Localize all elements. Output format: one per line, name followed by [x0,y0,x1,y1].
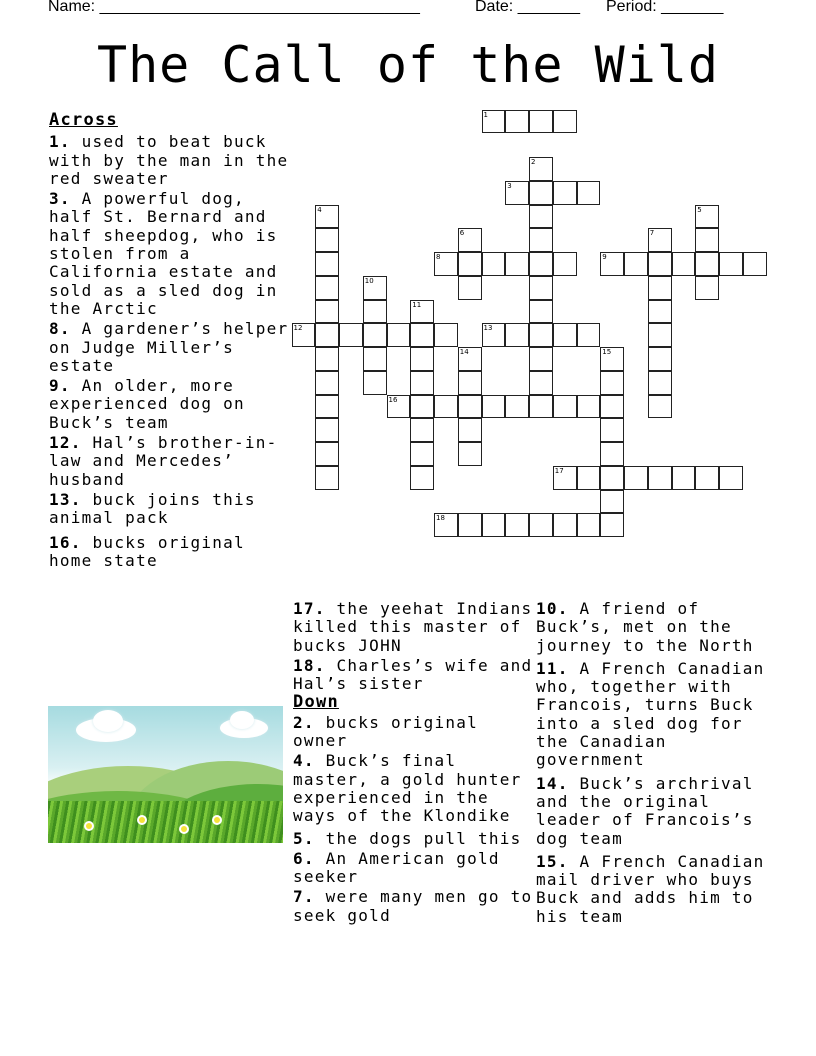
grid-cell[interactable] [387,323,411,347]
grid-cell[interactable] [434,513,458,537]
clue-across-12 [49,434,289,489]
grid-cell[interactable] [529,300,553,324]
grid-cell[interactable] [600,513,624,537]
clue-down-11 [536,660,776,770]
grid-cell[interactable] [505,110,529,134]
clue-across-3 [49,190,289,318]
grid-cell[interactable] [695,276,719,300]
grid-cell[interactable] [482,323,506,347]
grid-cell[interactable] [387,395,411,419]
clue-number: 8. [49,319,71,339]
grid-cell[interactable] [363,300,387,324]
flower-shape [139,817,145,823]
flower-shape [181,826,187,832]
clue-across-16 [49,534,289,571]
cell-number: 4 [317,205,322,214]
grid-cell[interactable] [505,513,529,537]
grid-cell[interactable] [505,181,529,205]
cell-number: 13 [483,324,493,333]
grid-cell[interactable] [529,276,553,300]
cell-number: 11 [412,300,422,309]
clue-text: used to beat buck with by the man in the red sweater [49,132,289,188]
name-field-label: Name: ____________________________________ [48,0,420,15]
clue-number: 11. [536,658,569,678]
grid-cell[interactable] [648,300,672,324]
meadow-landscape-illustration [48,706,283,843]
clue-text: were many men go to seek gold [293,887,533,925]
grid-cell[interactable] [315,442,339,466]
clue-down-4 [293,752,533,825]
grid-cell[interactable] [529,252,553,276]
grid-cell[interactable] [577,513,601,537]
clue-down-10 [536,600,776,655]
clue-across-8 [49,320,289,375]
cloud-shape [93,710,123,732]
clue-number: 18. [293,655,326,675]
clue-across-13 [49,491,289,528]
grid-cell[interactable] [315,228,339,252]
grid-cell[interactable] [695,228,719,252]
grid-cell[interactable] [410,442,434,466]
clue-down-14 [536,775,776,848]
grid-cell[interactable] [410,347,434,371]
clue-text: A French Canadian who, together with Francois, turns Buck into a sled dog for the Canadian government [536,658,765,770]
grid-cell[interactable] [458,513,482,537]
cell-number: 2 [531,158,536,166]
grid-cell[interactable] [600,371,624,395]
grid-cell[interactable] [434,252,458,276]
cell-number: 18 [436,514,445,523]
grid-cell[interactable] [553,323,577,347]
grid-cell[interactable] [648,395,672,419]
clue-down-6 [293,850,533,887]
clue-number: 12. [49,433,82,453]
grid-cell[interactable] [529,371,553,395]
grid-cell[interactable] [410,395,434,419]
grid-cell[interactable] [363,347,387,371]
grid-cell[interactable] [458,228,482,252]
clue-number: 6. [293,848,315,868]
grid-cell[interactable] [458,276,482,300]
grid-cell[interactable] [648,466,672,490]
clue-text: An American gold seeker [293,848,500,887]
grass-foreground [48,801,283,843]
grid-cell[interactable] [529,228,553,252]
cell-number: 16 [388,395,398,404]
clue-number: 14. [536,773,569,793]
grid-cell[interactable] [315,466,339,490]
clue-number: 2. [293,712,315,732]
grid-cell[interactable] [434,395,458,419]
grid-cell[interactable] [410,300,434,324]
grid-cell[interactable] [505,323,529,347]
grid-cell[interactable] [624,466,648,490]
grid-cell[interactable] [315,300,339,324]
flower-shape [86,823,92,829]
grid-cell[interactable] [458,371,482,395]
grid-cell[interactable] [482,395,506,419]
date-field-label: Date: _______ [475,0,580,15]
cell-number: 1 [483,110,488,119]
grid-cell[interactable] [505,252,529,276]
grid-cell[interactable] [529,323,553,347]
grid-cell[interactable] [600,466,624,490]
clue-text: the dogs pull this [325,828,522,848]
page-title: The Call of the Wild [96,36,720,94]
clue-down-15 [536,853,776,926]
cell-number: 10 [364,276,374,285]
grid-cell[interactable] [529,395,553,419]
grid-cell[interactable] [672,252,696,276]
middle-clues-column [293,600,533,927]
grid-cell[interactable] [600,347,624,371]
right-clues-column [536,600,776,928]
clue-number: 4. [293,751,315,771]
clue-text: Buck’s archrival and the original leader of Francois’s dog team [536,773,754,848]
clue-text: buck joins this animal pack [49,489,256,528]
grid-cell[interactable] [577,466,601,490]
cell-number: 5 [697,205,702,214]
grid-cell[interactable] [434,323,458,347]
grid-cell[interactable] [505,395,529,419]
clue-across-17 [293,600,533,655]
grid-cell[interactable] [410,371,434,395]
grid-cell[interactable] [363,323,387,347]
grid-cell[interactable] [458,252,482,276]
cell-number: 6 [459,229,465,238]
clue-text: bucks original home state [49,532,245,570]
grid-cell[interactable] [743,252,767,276]
grid-cell[interactable] [648,276,672,300]
grid-cell[interactable] [553,395,577,419]
clue-number: 7. [293,887,315,907]
grid-cell[interactable] [410,466,434,490]
cell-number: 9 [602,253,607,261]
grid-cell[interactable] [577,181,601,205]
clue-across-1 [49,133,289,188]
clue-text: bucks original owner [293,712,479,751]
grid-cell[interactable] [577,395,601,419]
grid-cell[interactable] [648,347,672,371]
grid-cell[interactable] [315,276,339,300]
grid-cell[interactable] [719,252,743,276]
grid-cell[interactable] [363,276,387,300]
across-heading: Across [49,110,118,130]
grid-cell[interactable] [600,442,624,466]
grid-cell[interactable] [339,323,363,347]
clue-number: 5. [293,828,315,848]
clue-text: Hal’s brother-in-law and Mercedes’ husband [49,433,278,489]
grid-cell[interactable] [315,323,339,347]
clue-number: 13. [49,489,82,509]
grid-cell[interactable] [553,110,577,134]
grid-cell[interactable] [482,513,506,537]
clue-text: A French Canadian mail driver who buys Buck and adds him to his team [536,851,765,926]
grid-cell[interactable] [553,513,577,537]
clue-number: 3. [49,189,71,209]
grid-cell[interactable] [695,205,719,229]
grid-cell[interactable] [410,418,434,442]
clue-text: A gardener’s helper on Judge Miller’s estate [49,319,289,375]
grid-cell[interactable] [315,252,339,276]
down-heading: Down [293,692,339,713]
grid-cell[interactable] [410,323,434,347]
clue-across-9 [49,377,289,432]
cell-number: 7 [649,229,655,238]
grid-cell[interactable] [315,418,339,442]
cloud-shape [230,711,254,729]
clue-number: 1. [49,132,71,152]
clue-number: 15. [536,851,569,871]
grid-cell[interactable] [600,395,624,419]
grid-cell[interactable] [624,252,648,276]
grid-cell[interactable] [648,323,672,347]
grid-cell[interactable] [458,347,482,371]
clue-text: the yeehat Indians killed this master of bucks JOHN [293,599,533,655]
clue-text: Buck’s final master, a gold hunter experienced in the ways of the Klondike [293,751,522,826]
grid-cell[interactable] [315,205,339,229]
cell-number: 17 [554,466,564,475]
clue-down-2 [293,714,533,751]
grid-cell[interactable] [529,513,553,537]
grid-cell[interactable] [600,490,624,514]
cell-number: 12 [293,324,303,333]
grid-cell[interactable] [695,252,719,276]
clue-across-18 [293,657,533,694]
grid-cell[interactable] [529,347,553,371]
clue-number: 17. [293,599,326,618]
cell-number: 14 [459,348,469,356]
clue-down-5 [293,830,533,848]
clue-down-7 [293,888,533,925]
clue-number: 16. [49,532,82,552]
grid-cell[interactable] [315,347,339,371]
grid-cell[interactable] [315,371,339,395]
cell-number: 3 [507,181,512,190]
period-field-label: Period: _______ [606,0,724,15]
grid-cell[interactable] [529,110,553,134]
grid-cell[interactable] [719,466,743,490]
cell-number: 8 [436,253,441,261]
grid-cell[interactable] [529,181,553,205]
grid-cell[interactable] [577,323,601,347]
clue-number: 10. [536,599,569,618]
grid-cell[interactable] [482,252,506,276]
grid-cell[interactable] [648,252,672,276]
grid-cell[interactable] [529,157,553,181]
clue-number: 9. [49,376,71,396]
grid-cell[interactable] [529,205,553,229]
grid-cell[interactable] [363,371,387,395]
grid-cell[interactable] [600,252,624,276]
clue-text: An older, more experienced dog on Buck’s team [49,376,245,432]
clue-text: A friend of Buck’s, met on the journey to the North [536,599,754,655]
grid-cell[interactable] [553,252,577,276]
flower-shape [214,817,220,823]
grid-cell[interactable] [553,466,577,490]
grid-cell[interactable] [292,323,316,347]
grid-cell[interactable] [553,181,577,205]
clue-text: Charles’s wife and Hal’s sister [293,655,533,694]
across-clues-column [49,111,289,572]
grid-cell[interactable] [458,442,482,466]
grid-cell[interactable] [672,466,696,490]
grid-cell[interactable] [458,418,482,442]
grid-cell[interactable] [600,418,624,442]
clue-text: A powerful dog, half St. Bernard and half sheepdog, who is stolen from a California estate and sold as a sled dog in the Arctic [49,189,278,318]
grid-cell[interactable] [458,395,482,419]
grid-cell[interactable] [648,228,672,252]
grid-cell[interactable] [482,110,506,134]
cell-number: 15 [602,348,612,356]
grid-cell[interactable] [648,371,672,395]
grid-cell[interactable] [695,466,719,490]
grid-cell[interactable] [315,395,339,419]
